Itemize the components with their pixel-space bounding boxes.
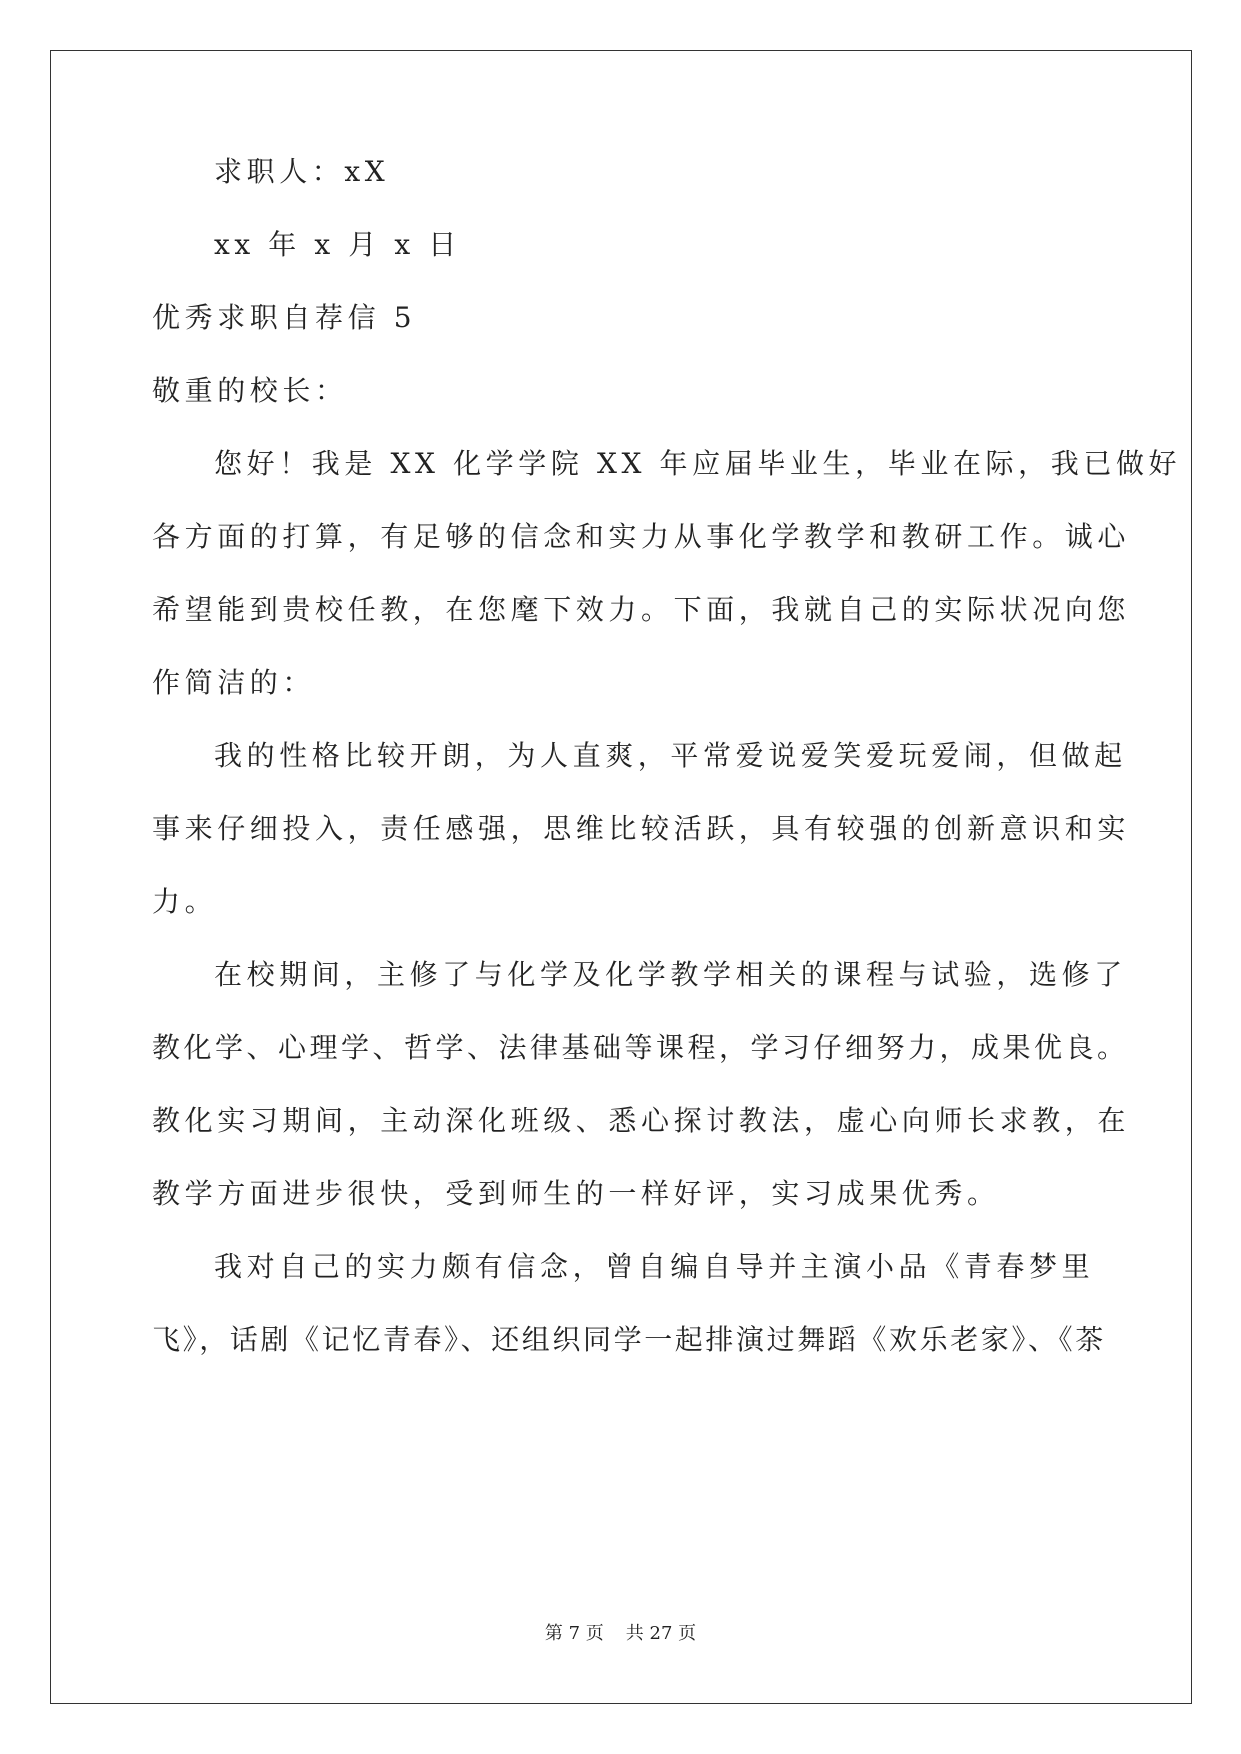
paragraph-line: 我的性格比较开朗，为人直爽，平常爱说爱笑爱玩爱闹，但做起	[214, 739, 1127, 772]
paragraph-line: 飞》，话剧《记忆青春》、还组织同学一起排演过舞蹈《欢乐老家》、《茶	[152, 1323, 1106, 1356]
section-heading: 优秀求职自荐信 5	[152, 301, 417, 334]
paragraph-line: 事来仔细投入，责任感强，思维比较活跃，具有较强的创新意识和实	[152, 812, 1131, 845]
paragraph-line: 希望能到贵校任教，在您麾下效力。下面，我就自己的实际状况向您	[152, 593, 1131, 626]
letter-date: xx 年 x 月 x 日	[214, 228, 461, 261]
paragraph-line: 教化学、心理学、哲学、法律基础等课程，学习仔细努力，成果优良。	[152, 1031, 1129, 1064]
letter-salutation: 敬重的校长：	[152, 374, 348, 407]
page-number-total: 共 27 页	[625, 1623, 697, 1644]
applicant-signature: 求职人：xX	[214, 155, 390, 188]
paragraph-line: 作简洁的：	[152, 666, 316, 699]
paragraph-line: 教化实习期间，主动深化班级、悉心探讨教法，虚心向师长求教，在	[152, 1104, 1131, 1137]
page-number-current: 第 7 页	[544, 1623, 604, 1644]
paragraph-line: 您好！我是 XX 化学学院 XX 年应届毕业生，毕业在际，我已做好	[214, 447, 1182, 480]
paragraph-line: 我对自己的实力颇有信念，曾自编自导并主演小品《青春梦里	[214, 1250, 1095, 1283]
paragraph-line: 各方面的打算，有足够的信念和实力从事化学教学和教研工作。诚心	[152, 520, 1131, 553]
paragraph-line: 教学方面进步很快，受到师生的一样好评，实习成果优秀。	[152, 1177, 1000, 1210]
page-footer	[0, 1622, 1241, 1646]
paragraph-line: 在校期间，主修了与化学及化学教学相关的课程与试验，选修了	[214, 958, 1127, 991]
paragraph-line: 力。	[152, 885, 218, 918]
